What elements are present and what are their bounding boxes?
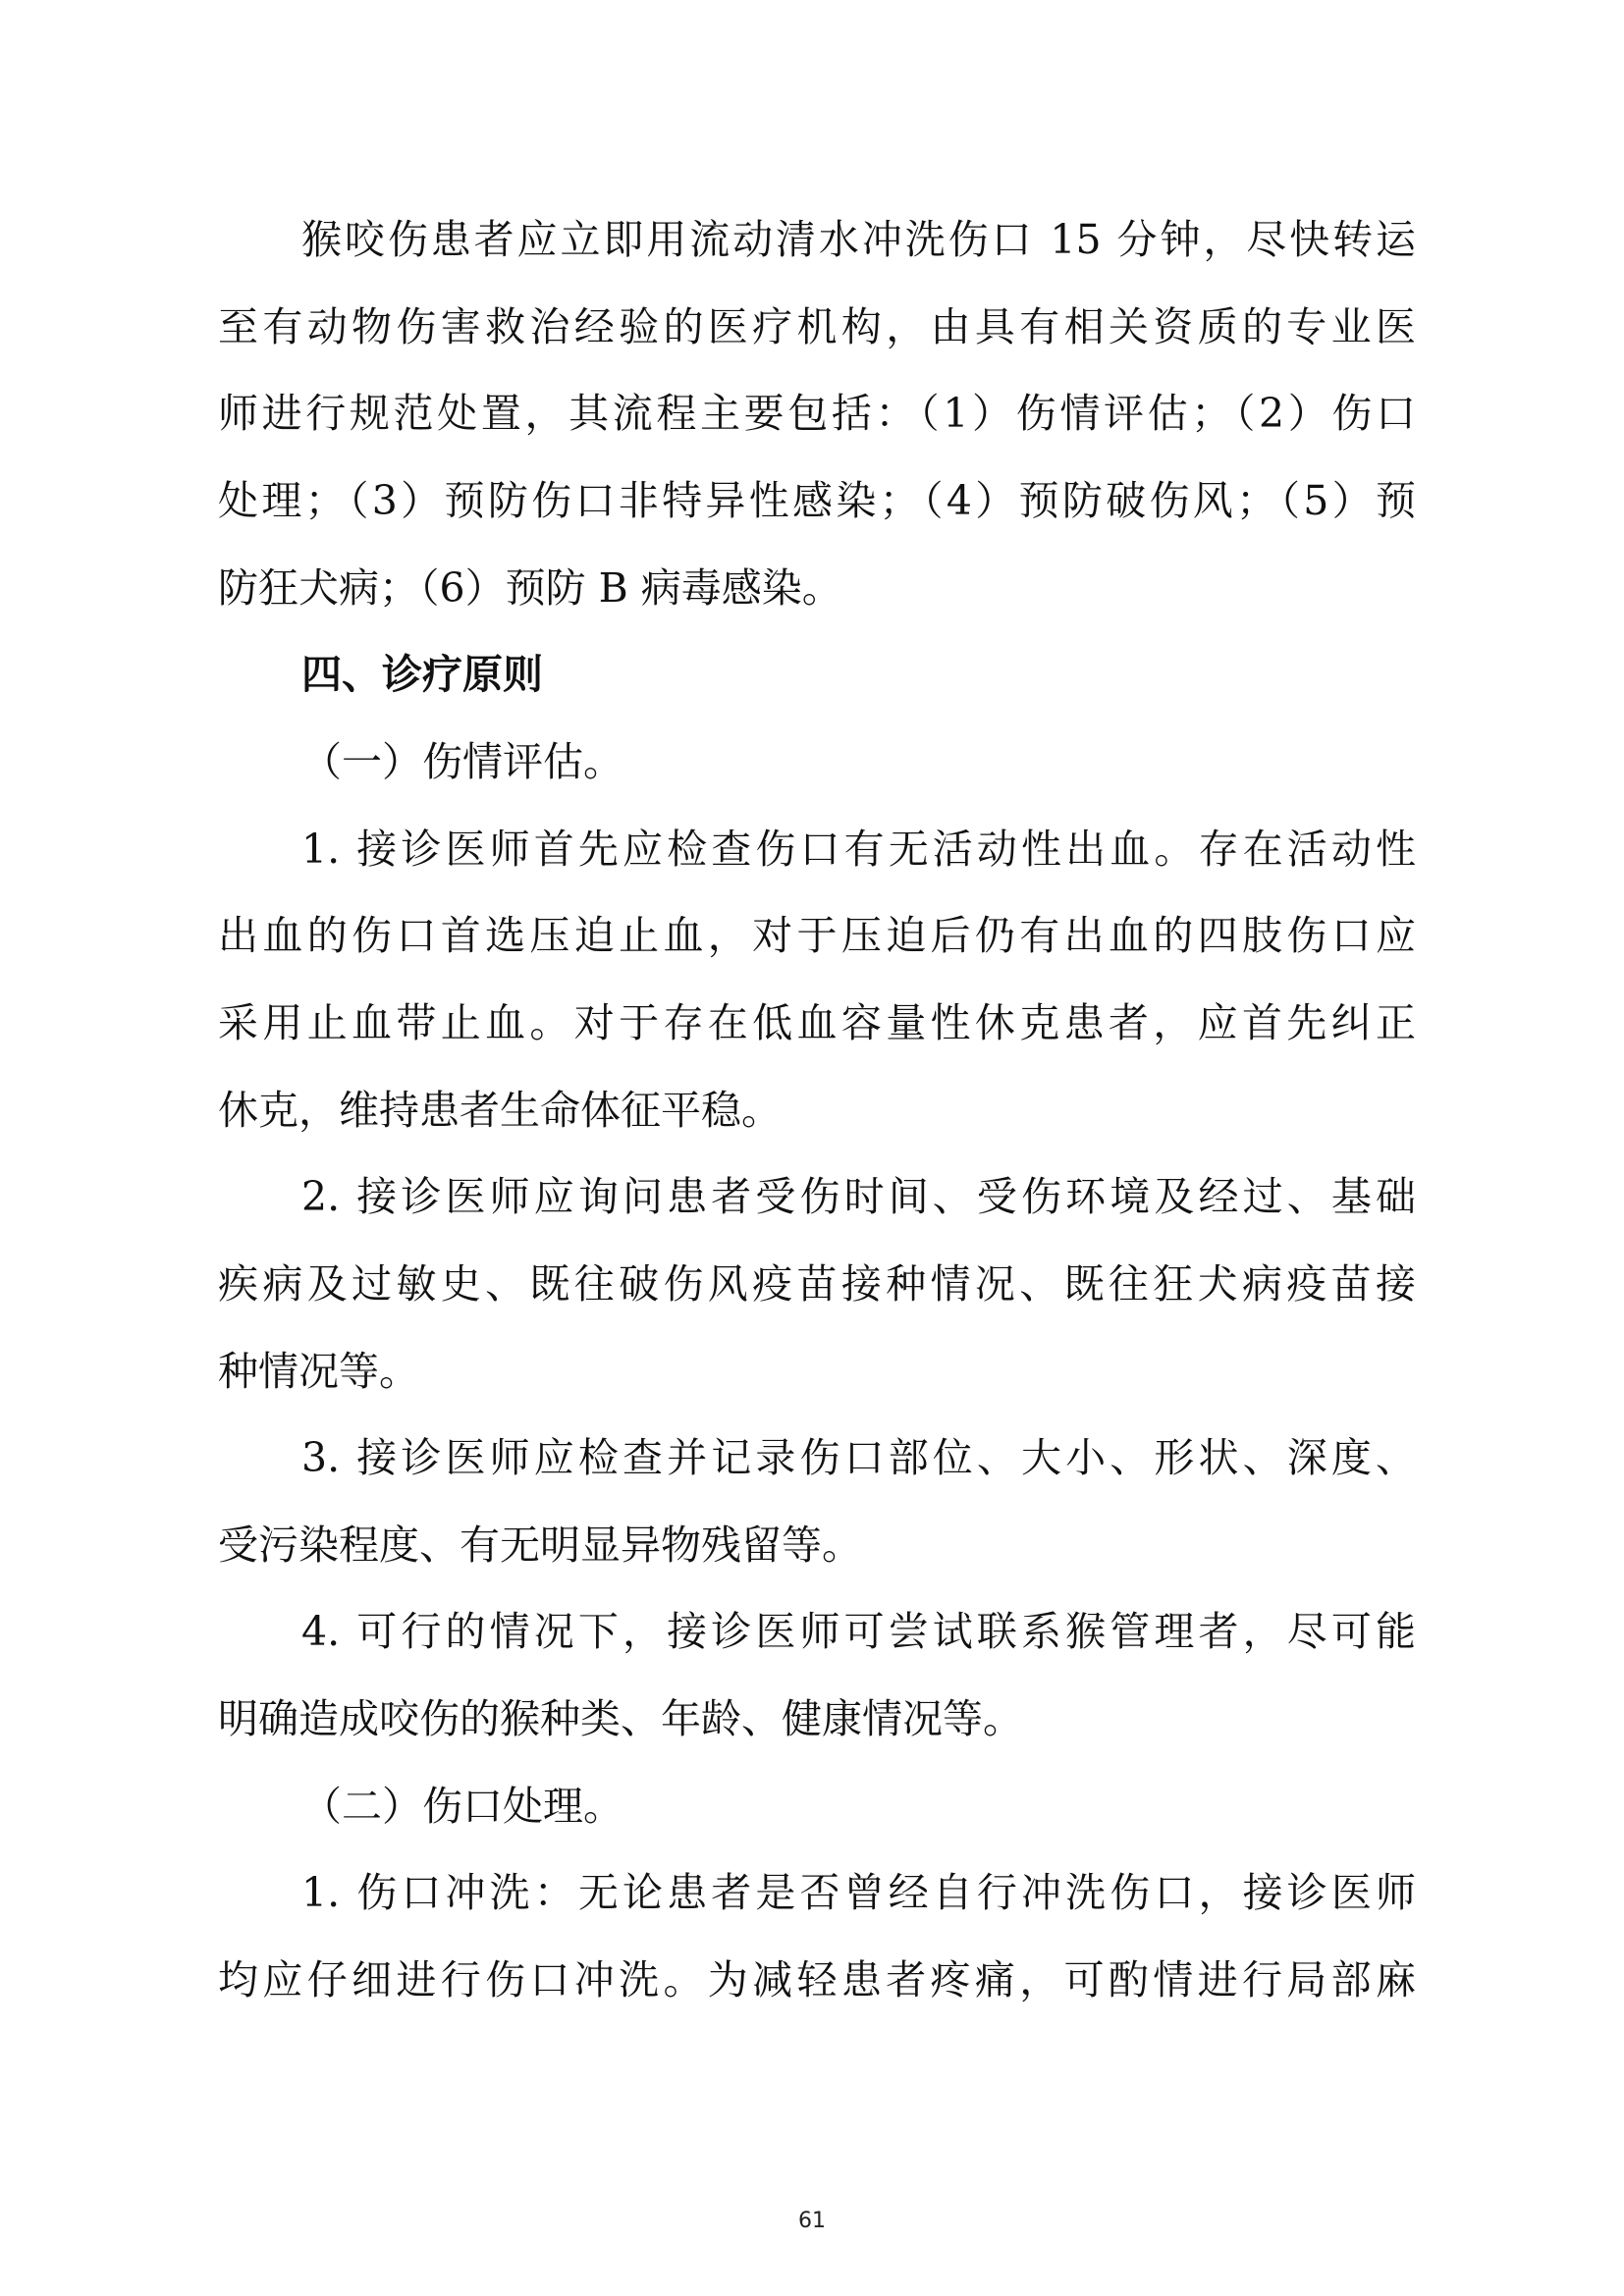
sub1-item4-line-1: 4. 可行的情况下，接诊医师可尝试联系猴管理者，尽可能 [301,1608,1416,1655]
sub1-item4-line-2: 明确造成咬伤的猴种类、年龄、健康情况等。 [218,1695,1023,1742]
sub2-item1-line-1: 1. 伤口冲洗：无论患者是否曾经自行冲洗伤口，接诊医师 [301,1869,1416,1916]
sub2-item1-line-2: 均应仔细进行伤口冲洗。为减轻患者疼痛，可酌情进行局部麻 [218,1956,1416,2003]
page-number: 61 [798,2209,826,2233]
intro-line-4: 处理；（3）预防伤口非特异性感染；（4）预防破伤风；（5）预 [218,477,1416,524]
sub1-item3-line-2: 受污染程度、有无明显异物残留等。 [218,1522,862,1569]
intro-line-5: 防狂犬病；（6）预防 B 病毒感染。 [218,564,842,612]
sub1-item1-line-1: 1. 接诊医师首先应检查伤口有无活动性出血。存在活动性 [301,826,1416,873]
sub1-item2-line-2: 疾病及过敏史、既往破伤风疫苗接种情况、既往狂犬病疫苗接 [218,1260,1416,1308]
sub1-item1-line-4: 休克，维持患者生命体征平稳。 [218,1087,782,1134]
intro-line-1: 猴咬伤患者应立即用流动清水冲洗伤口 15 分钟，尽快转运 [301,216,1416,263]
sub1-item1-line-2: 出血的伤口首选压迫止血，对于压迫后仍有出血的四肢伤口应 [218,912,1416,959]
subsection-heading-2: （二）伤口处理。 [301,1783,623,1830]
sub1-item1-line-3: 采用止血带止血。对于存在低血容量性休克患者，应首先纠正 [218,999,1416,1046]
intro-line-2: 至有动物伤害救治经验的医疗机构，由具有相关资质的专业医 [218,303,1416,350]
intro-line-3: 师进行规范处置，其流程主要包括：（1）伤情评估；（2）伤口 [218,390,1416,437]
sub1-item2-line-3: 种情况等。 [218,1348,419,1395]
subsection-heading-1: （一）伤情评估。 [301,738,623,785]
sub1-item3-line-1: 3. 接诊医师应检查并记录伤口部位、大小、形状、深度、 [301,1434,1416,1481]
sub1-item2-line-1: 2. 接诊医师应询问患者受伤时间、受伤环境及经过、基础 [301,1173,1416,1220]
section-heading: 四、诊疗原则 [301,651,543,698]
